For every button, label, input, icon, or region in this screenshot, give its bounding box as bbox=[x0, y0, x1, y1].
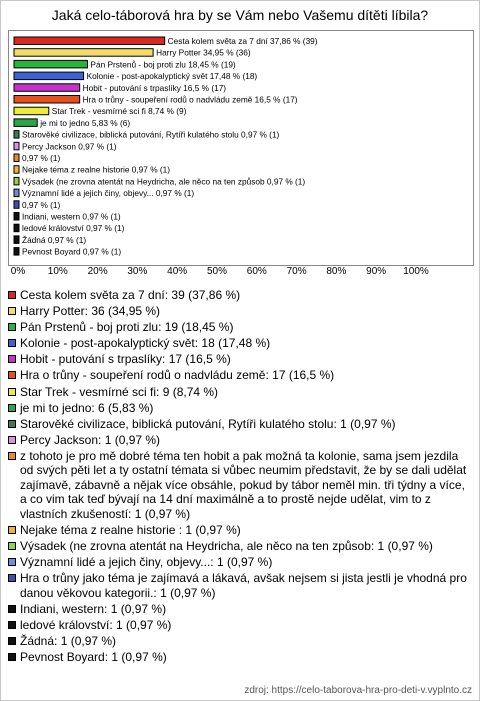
legend-label: Starověké civilizace, biblická putování, Rytíři kulatého stolu: 1 (0,97 %) bbox=[20, 416, 396, 431]
bar-label-15: Indiani, western 0,97 % (1) bbox=[22, 211, 121, 222]
legend-item bbox=[8, 539, 472, 554]
legend-item bbox=[8, 368, 472, 383]
bar-15 bbox=[14, 213, 19, 221]
bar-1 bbox=[14, 49, 153, 57]
legend-swatch bbox=[8, 574, 16, 582]
legend-item bbox=[8, 352, 472, 367]
x-tick-label: 80% bbox=[326, 266, 347, 277]
bar-8 bbox=[14, 131, 19, 139]
legend-item bbox=[8, 336, 472, 351]
legend-item bbox=[8, 401, 472, 416]
legend-label: Hra o trůny - soupeření rodů o nadvládu země: 17 (16,5 %) bbox=[20, 368, 335, 383]
legend-item bbox=[8, 634, 472, 649]
legend-swatch bbox=[8, 323, 16, 331]
x-tick-label: 70% bbox=[286, 266, 307, 277]
legend-swatch bbox=[8, 452, 16, 460]
x-tick-label: 50% bbox=[206, 266, 227, 277]
legend-swatch bbox=[8, 653, 16, 661]
bar-17 bbox=[14, 236, 19, 244]
legend-item bbox=[8, 385, 472, 400]
bar-chart-svg bbox=[9, 31, 473, 265]
legend-label: Žádná: 1 (0,97 %) bbox=[20, 634, 117, 649]
source-note: zdroj: https://celo-taborova-hra-pro-deti-v.vyplnto.cz bbox=[244, 685, 472, 696]
bar-4 bbox=[14, 84, 80, 92]
legend-swatch bbox=[8, 637, 16, 645]
legend-item bbox=[8, 304, 472, 319]
x-tick-label: 30% bbox=[127, 266, 148, 277]
legend-item bbox=[8, 288, 472, 303]
legend-swatch bbox=[8, 307, 16, 315]
bar-16 bbox=[14, 224, 19, 232]
legend-swatch bbox=[8, 621, 16, 629]
legend-swatch bbox=[8, 558, 16, 566]
legend-label: Hra o trůny jako téma je zajímavá a lákavá, avšak nejsem si jista jestli je vhodná pro danou věkovou kategorii.: 1 (0,97 %) bbox=[20, 571, 467, 600]
bar-label-5: Hra o trůny - soupeření rodů o nadvládu země 16,5 % (17) bbox=[82, 94, 298, 105]
legend-label: z tohoto je pro mě dobré téma ten hobit a pak možná ta kolonie, sama jsem jezdila od svých pěti let a ty ostatní témata si vůbec neumim představit, že by se dali udělat zajímavě, zábavně a nějak více obsáhle, pokud by tábor neměl min. tři týdny a více, a co vim tak teď bývají na 14 dní maximálně a to prostě nejde udělat, vim to z vlastních zkušeností: 1 (0,97 %) bbox=[20, 448, 467, 521]
legend-item bbox=[8, 433, 472, 448]
bar-7 bbox=[14, 119, 37, 127]
bar-label-8: Starověké civilizace, biblická putování, Rytíři kulatého stolu 0,97 % (1) bbox=[22, 129, 280, 140]
legend-label: Pán Prstenů - boj proti zlu: 19 (18,45 %) bbox=[20, 320, 234, 335]
legend-label: ledové království: 1 (0,97 %) bbox=[20, 618, 172, 632]
bar-label-10: 0,97 % (1) bbox=[22, 153, 61, 163]
bar-label-7: je mi to jedno 5,83 % (6) bbox=[40, 117, 131, 128]
x-tick-label: 100% bbox=[403, 266, 429, 277]
legend-item bbox=[8, 571, 472, 600]
bar-6 bbox=[14, 107, 49, 115]
legend-label: Hobit - putování s trpaslíky: 17 (16,5 %) bbox=[20, 352, 231, 367]
bar-label-6: Star Trek - vesmírné sci fi 8,74 % (9) bbox=[51, 106, 187, 117]
legend bbox=[8, 288, 472, 666]
legend-swatch bbox=[8, 420, 16, 428]
legend-item bbox=[8, 320, 472, 335]
bar-label-2: Pán Prstenů - boj proti zlu 18,45 % (19) bbox=[90, 59, 236, 70]
bar-13 bbox=[14, 189, 19, 197]
legend-swatch bbox=[8, 291, 16, 299]
bar-label-4: Hobit - putování s trpaslíky 16,5 % (17) bbox=[82, 82, 227, 93]
bar-0 bbox=[14, 37, 165, 45]
bar-label-12: Výsadek (ne zrovna atentát na Heydricha, ale něco na ten způsob 0,97 % (1) bbox=[22, 176, 306, 187]
legend-item bbox=[8, 417, 472, 432]
legend-swatch bbox=[8, 339, 16, 347]
legend-swatch bbox=[8, 605, 16, 613]
legend-swatch bbox=[8, 355, 16, 363]
legend-item bbox=[8, 555, 472, 570]
legend-swatch bbox=[8, 388, 16, 396]
bar-label-1: Harry Potter 34,95 % (36) bbox=[156, 47, 251, 58]
legend-label: Pevnost Boyard: 1 (0,97 %) bbox=[20, 650, 167, 665]
bar-12 bbox=[14, 177, 19, 185]
legend-label: Výsadek (ne zrovna atentát na Heydricha, ale něco na ten způsob: 1 (0,97 %) bbox=[20, 539, 433, 554]
legend-item bbox=[8, 650, 472, 665]
bar-3 bbox=[14, 72, 84, 80]
legend-swatch bbox=[8, 436, 16, 444]
x-tick-label: 10% bbox=[47, 266, 68, 277]
bar-label-11: Nejake téma z realne historie 0,97 % (1) bbox=[22, 164, 171, 175]
legend-label: Nejake téma z realne historie : 1 (0,97 %) bbox=[20, 523, 241, 538]
bar-label-18: Pevnost Boyard 0,97 % (1) bbox=[22, 246, 122, 257]
bar-9 bbox=[14, 142, 19, 150]
chart-title: Jaká celo-táborová hra by se Vám nebo Vašemu dítěti líbila? bbox=[51, 7, 429, 23]
bar-label-16: ledové království 0,97 % (1) bbox=[22, 223, 125, 234]
x-tick-label: 0% bbox=[10, 266, 26, 277]
x-axis-labels bbox=[0, 266, 480, 282]
legend-label: Kolonie - post-apokalyptický svět: 18 (17,48 %) bbox=[20, 336, 271, 351]
legend-swatch bbox=[8, 371, 16, 379]
x-tick-label: 90% bbox=[366, 266, 387, 277]
bar-label-17: Žádná 0,97 % (1) bbox=[22, 234, 87, 245]
bar-label-3: Kolonie - post-apokalyptický svět 17,48 % (18) bbox=[86, 71, 258, 82]
legend-item bbox=[8, 449, 472, 522]
legend-label: Indiani, western: 1 (0,97 %) bbox=[20, 601, 167, 616]
legend-label: Významní lidé a jejich činy, objevy...: 1 (0,97 %) bbox=[20, 555, 273, 570]
legend-label: je mi to jedno: 6 (5,83 %) bbox=[20, 400, 154, 415]
bar-label-13: Významní lidé a jejich činy, objevy... 0,97 % (1) bbox=[22, 188, 195, 199]
bar-5 bbox=[14, 96, 80, 104]
legend-item bbox=[8, 523, 472, 538]
x-tick-label: 60% bbox=[246, 266, 267, 277]
bar-11 bbox=[14, 166, 19, 174]
plot-area bbox=[8, 30, 474, 266]
legend-label: Percy Jackson: 1 (0,97 %) bbox=[20, 432, 161, 447]
legend-item bbox=[8, 618, 472, 633]
x-tick-label: 40% bbox=[167, 266, 188, 277]
bar-18 bbox=[14, 248, 19, 256]
legend-swatch bbox=[8, 404, 16, 412]
bar-14 bbox=[14, 201, 19, 209]
legend-label: Harry Potter: 36 (34,95 %) bbox=[20, 304, 161, 319]
bar-2 bbox=[14, 60, 87, 68]
bar-label-9: Percy Jackson 0,97 % (1) bbox=[22, 141, 117, 152]
legend-label: Star Trek - vesmírné sci fi: 9 (8,74 %) bbox=[20, 384, 219, 399]
legend-swatch bbox=[8, 542, 16, 550]
legend-label: Cesta kolem světa za 7 dní: 39 (37,86 %) bbox=[20, 288, 241, 302]
x-tick-label: 20% bbox=[87, 266, 108, 277]
legend-swatch bbox=[8, 526, 16, 534]
bar-label-14: 0,97 % (1) bbox=[22, 199, 61, 210]
bar-10 bbox=[14, 154, 19, 162]
legend-item bbox=[8, 602, 472, 617]
bar-label-0: Cesta kolem světa za 7 dní 37,86 % (39) bbox=[167, 36, 318, 46]
